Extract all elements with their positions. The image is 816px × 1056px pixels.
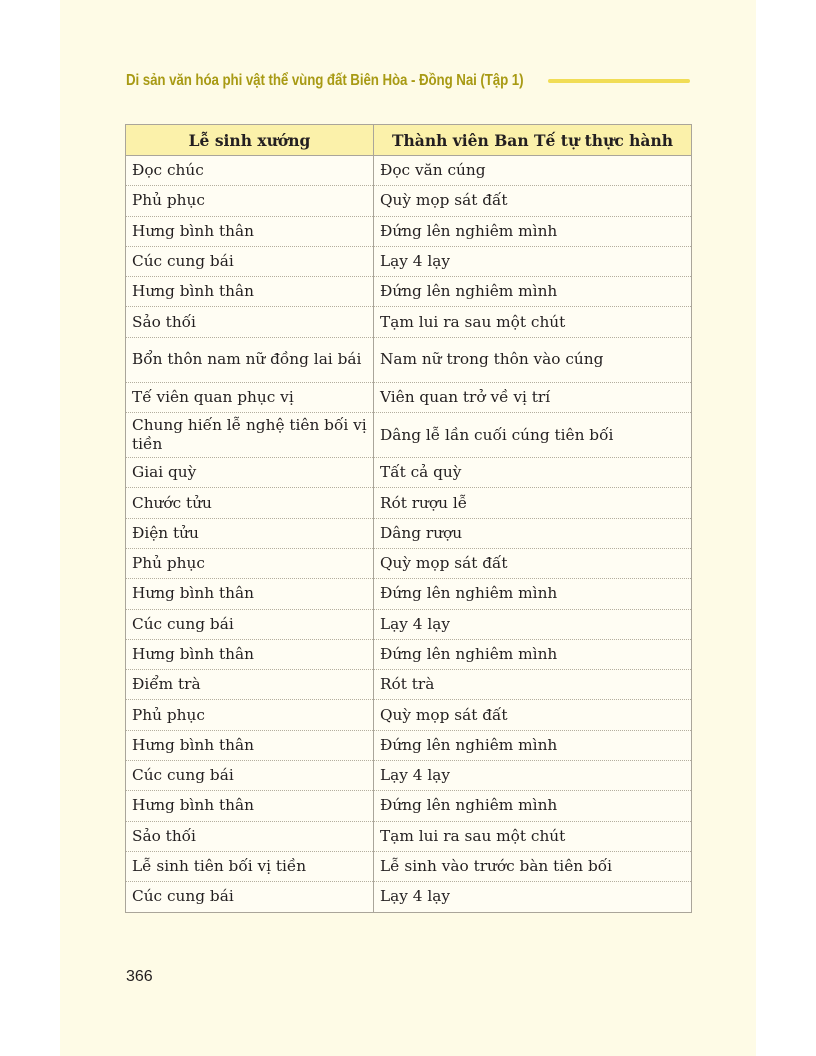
cell-caller-call: Hưng bình thân [126,730,374,760]
column-header-performer: Thành viên Ban Tế tự thực hành [374,125,692,156]
cell-performer-action: Đọc văn cúng [374,156,692,186]
cell-caller-call: Hưng bình thân [126,216,374,246]
cell-performer-action: Dâng rượu [374,518,692,548]
table-row [126,186,692,216]
cell-performer-action: Rót rượu lễ [374,488,692,518]
table-row [126,821,692,851]
cell-performer-action: Lạy 4 lạy [374,609,692,639]
table-row [126,458,692,488]
cell-caller-call: Cúc cung bái [126,609,374,639]
cell-performer-action: Rót trà [374,670,692,700]
cell-performer-action: Lạy 4 lạy [374,882,692,912]
cell-caller-call: Bổn thôn nam nữ đồng lai bái [126,337,374,382]
header-rule [548,79,690,83]
cell-performer-action: Quỳ mọp sát đất [374,700,692,730]
table-row [126,156,692,186]
cell-caller-call: Tế viên quan phục vị [126,382,374,412]
cell-caller-call: Chung hiến lễ nghệ tiên bối vị tiền [126,413,374,458]
cell-caller-call: Hưng bình thân [126,277,374,307]
table-row [126,639,692,669]
cell-caller-call: Sảo thối [126,307,374,337]
page-number: 366 [126,968,153,985]
cell-caller-call: Phủ phục [126,700,374,730]
cell-caller-call: Chước tửu [126,488,374,518]
table-row [126,670,692,700]
column-header-caller: Lễ sinh xướng [126,125,374,156]
cell-caller-call: Lễ sinh tiên bối vị tiền [126,851,374,881]
table-row [126,246,692,276]
table-row [126,488,692,518]
running-header [126,68,690,94]
table-row [126,307,692,337]
cell-performer-action: Đứng lên nghiêm mình [374,730,692,760]
table-row [126,548,692,578]
table-row [126,882,692,912]
cell-performer-action: Đứng lên nghiêm mình [374,277,692,307]
table-row [126,518,692,548]
table-row [126,579,692,609]
cell-caller-call: Cúc cung bái [126,882,374,912]
cell-performer-action: Đứng lên nghiêm mình [374,639,692,669]
cell-performer-action: Đứng lên nghiêm mình [374,791,692,821]
cell-caller-call: Hưng bình thân [126,639,374,669]
table-row [126,216,692,246]
table-row [126,413,692,458]
cell-performer-action: Tất cả quỳ [374,458,692,488]
table-row [126,730,692,760]
table-row [126,761,692,791]
table-body [126,156,692,913]
cell-caller-call: Hưng bình thân [126,579,374,609]
table-row [126,700,692,730]
cell-performer-action: Lạy 4 lạy [374,761,692,791]
cell-performer-action: Viên quan trở về vị trí [374,382,692,412]
cell-performer-action: Lễ sinh vào trước bàn tiên bối [374,851,692,881]
cell-caller-call: Phủ phục [126,548,374,578]
cell-performer-action: Đứng lên nghiêm mình [374,579,692,609]
table-row [126,851,692,881]
cell-performer-action: Tạm lui ra sau một chút [374,821,692,851]
cell-caller-call: Hưng bình thân [126,791,374,821]
cell-caller-call: Điểm trà [126,670,374,700]
cell-caller-call: Sảo thối [126,821,374,851]
cell-caller-call: Phủ phục [126,186,374,216]
table-row [126,382,692,412]
table-row [126,609,692,639]
cell-performer-action: Lạy 4 lạy [374,246,692,276]
table-row [126,337,692,382]
cell-performer-action: Đứng lên nghiêm mình [374,216,692,246]
table-row [126,791,692,821]
cell-caller-call: Cúc cung bái [126,246,374,276]
table-row [126,277,692,307]
cell-performer-action: Quỳ mọp sát đất [374,186,692,216]
cell-caller-call: Cúc cung bái [126,761,374,791]
cell-performer-action: Quỳ mọp sát đất [374,548,692,578]
cell-performer-action: Tạm lui ra sau một chút [374,307,692,337]
header-title: Di sản văn hóa phi vật thể vùng đất Biên Hòa - Đồng Nai (Tập 1) [126,72,524,89]
cell-performer-action: Nam nữ trong thôn vào cúng [374,337,692,382]
cell-caller-call: Đọc chúc [126,156,374,186]
cell-performer-action: Dâng lễ lần cuối cúng tiên bối [374,413,692,458]
cell-caller-call: Giai quỳ [126,458,374,488]
table-header-row [126,125,692,156]
rites-table [125,124,692,913]
cell-caller-call: Điện tửu [126,518,374,548]
